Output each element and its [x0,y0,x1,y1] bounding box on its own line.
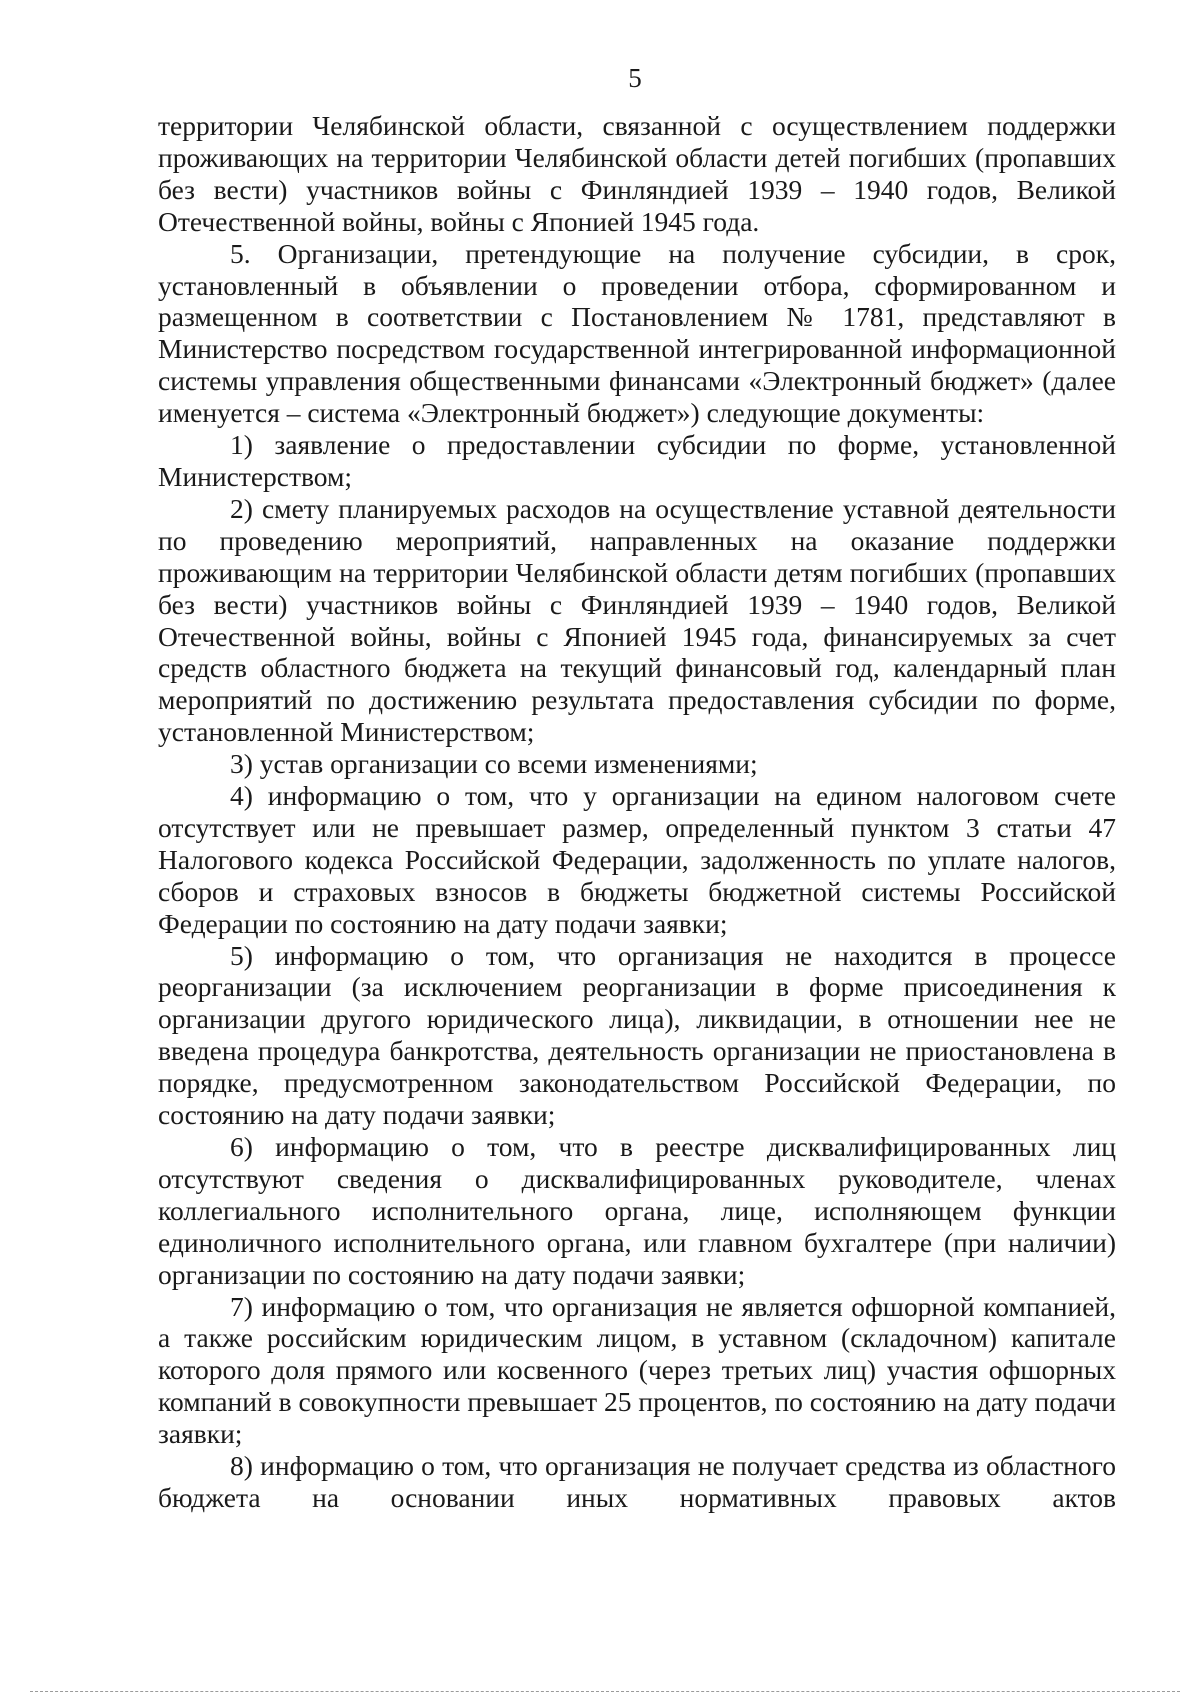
document-body [158,110,1116,1514]
list-item-8: 8) информацию о том, что организация не получает средства из областного бюджета на основании иных нормативных правовых актов [158,1450,1116,1513]
page-number: 5 [628,63,642,93]
list-item-1: 1) заявление о предоставлении субсидии по форме, установленной Министерством; [158,429,1116,492]
scan-edge-line [30,1691,1180,1692]
list-item-7: 7) информацию о том, что организация не является офшорной компанией, а также российским юридическим лицом, в уставном (складочном) капитале которого доля прямого или косвенного (через третьих лиц) участия офшорных компаний в совокупности превышает 25 процентов, по состоянию на дату подачи заявки; [158,1290,1116,1450]
list-item-3: 3) устав организации со всеми изменениями; [230,748,758,780]
list-item-4: 4) информацию о том, что у организации на едином налоговом счете отсутствует или не превышает размер, определенный пунктом 3 статьи 47 Налогового кодекса Российской Федерации, задолженность по уплате налогов, сборов и страховых взносов в бюджеты бюджетной системы Российской Федерации по состоянию на дату подачи заявки; [158,780,1116,939]
paragraph-item-5: 5. Организации, претендующие на получение субсидии, в срок, установленный в объявлении о проведении отбора, сформированном и размещенном в соответствии с Постановлением № 1781, представляют в Министерство посредством государственной интегрированной информационной системы управления общественными финансами «Электронный бюджет» (далее именуется – система «Электронный бюджет») следующие документы: [158,237,1116,429]
paragraph-continuation: территории Челябинской области, связанной с осуществлением поддержки проживающих на территории Челябинской области детей погибших (пропавших без вести) участников войны с Финляндией 1939 – 1940 годов, Великой Отечественной войны, войны с Японией 1945 года. [158,110,1116,237]
list-item-5: 5) информацию о том, что организация не находится в процессе реорганизации (за исключением реорганизации в форме присоединения к организации другого юридического лица), ликвидации, в отношении нее не введена процедура банкротства, деятельность организации не приостановлена в порядке, предусмотренном законодательством Российской Федерации, по состоянию на дату подачи заявки; [158,939,1116,1131]
list-item-2: 2) смету планируемых расходов на осуществление уставной деятельности по проведению мероприятий, направленных на оказание поддержки проживающим на территории Челябинской области детям погибших (пропавших без вести) участников войны с Финляндией 1939 – 1940 годов, Великой Отечественной войны, войны с Японией 1945 года, финансируемых за счет средств областного бюджета на текущий финансовый год, календарный план мероприятий по достижению результата предоставления субсидии по форме, установленной Министерством; [158,492,1116,748]
list-item-6: 6) информацию о том, что в реестре дисквалифицированных лиц отсутствуют сведения о дисквалифицированных руководителе, членах коллегиального исполнительного органа, лице, исполняющем функции единоличного исполнительного органа, или главном бухгалтере (при наличии) организации по состоянию на дату подачи заявки; [158,1131,1116,1290]
